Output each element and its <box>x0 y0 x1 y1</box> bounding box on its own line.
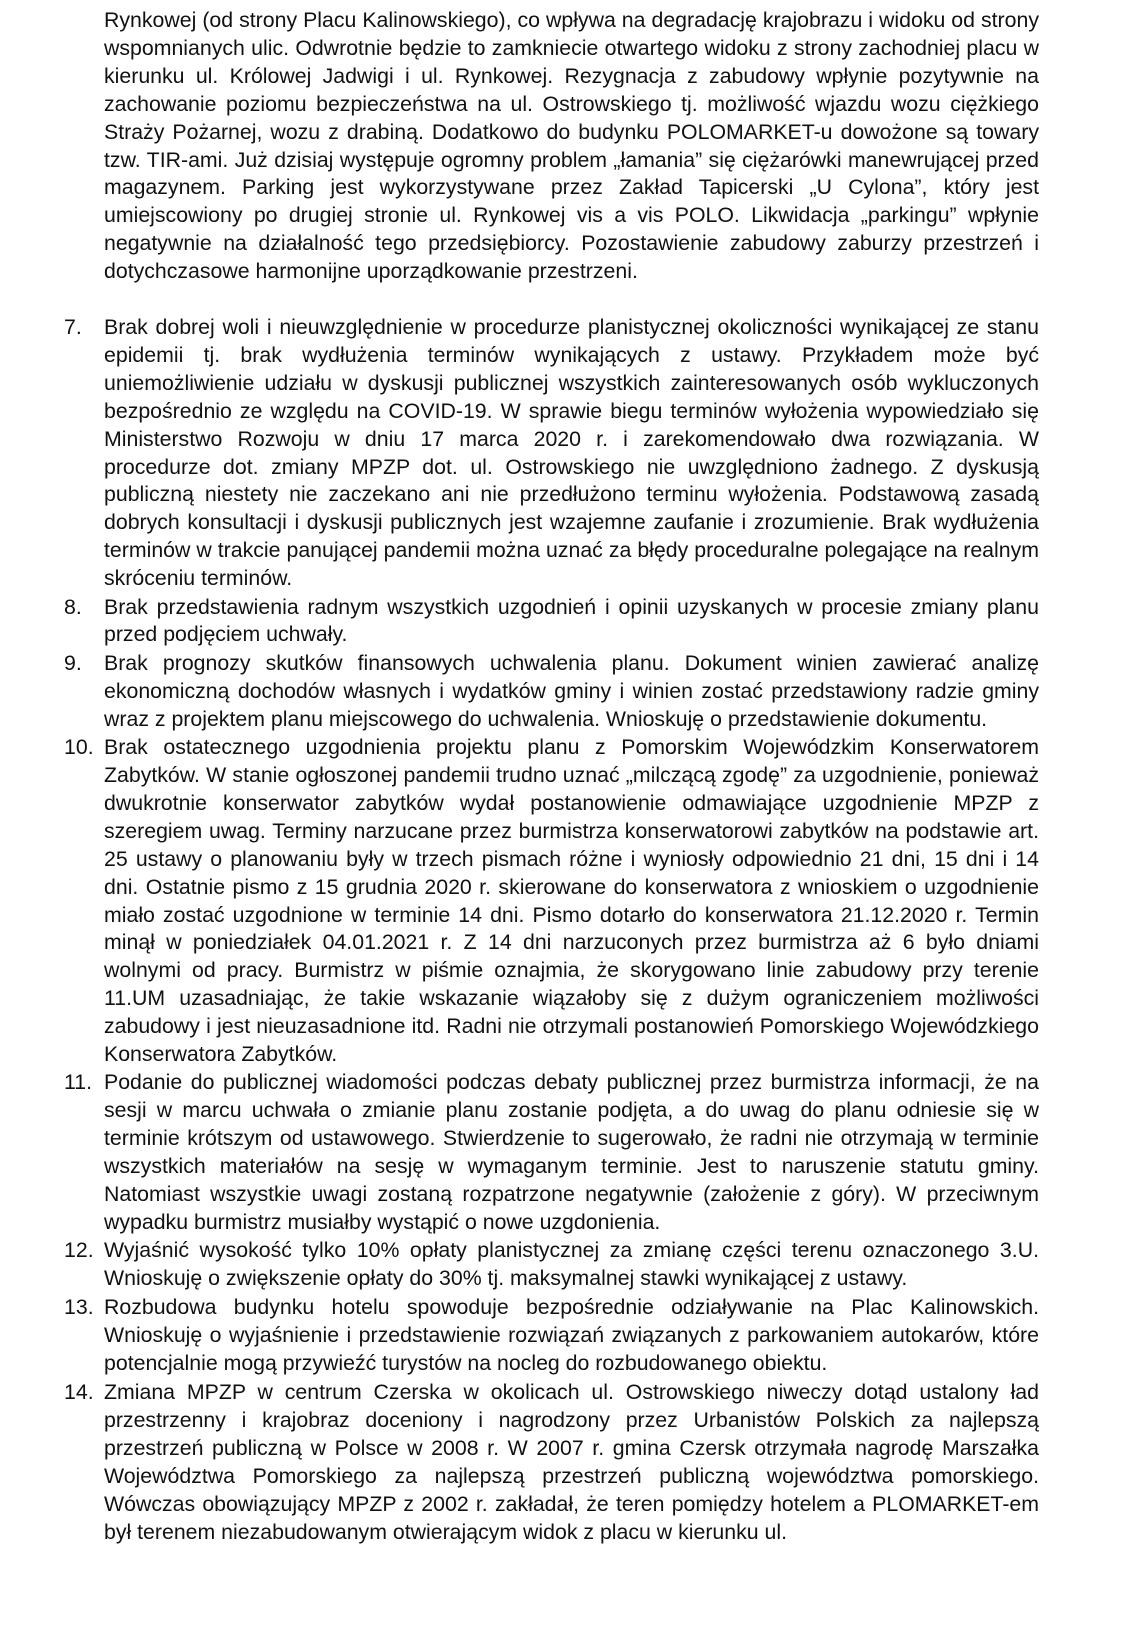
list-item-11 <box>64 1069 1039 1236</box>
list-item-text: Zmiana MPZP w centrum Czerska w okolicach ul. Ostrowskiego niweczy dotąd ustalony ład przestrzenny i krajobraz doceniony i nagrodzony przez Urbanistów Polskich za najlepszą przestrzeń publiczną w Polsce w 2008 r. W 2007 r. gmina Czersk otrzymała nagrodę Marszałka Województwa Pomorskiego za najlepszą przestrzeń publiczną województwa pomorskiego. Wówczas obowiązujący MPZP z 2002 r. zakładał, że teren pomiędzy hotelem a PLOMARKET-em był terenem niezabudowanym otwierającym widok z placu w kierunku ul. <box>104 1380 1039 1544</box>
list-item-13 <box>64 1294 1039 1378</box>
list-item-text: Rozbudowa budynku hotelu spowoduje bezpośrednie odziaływanie na Plac Kalinowskich. Wnioskuję o wyjaśnienie i przedstawienie rozwiązań związanych z parkowaniem autokarów, które potencjalnie mogą przywieźć turystów na nocleg do rozbudowanego obiektu. <box>104 1294 1039 1375</box>
list-item-9 <box>64 650 1039 734</box>
list-item-number: 11. <box>64 1070 93 1095</box>
list-item-10 <box>64 734 1039 1069</box>
list-item-text: Brak prognozy skutków finansowych uchwalenia planu. Dokument winien zawierać analizę ekonomiczną dochodów własnych i wydatków gminy i winien zostać przedstawiony radzie gminy wraz z projektem planu miejscowego do uchwalenia. Wnioskuję o przedstawienie dokumentu. <box>104 650 1039 731</box>
list-item-7 <box>64 314 1039 593</box>
list-item-number: 10. <box>64 735 94 760</box>
list-item-14 <box>64 1379 1039 1546</box>
list-item-text: Brak przedstawienia radnym wszystkich uzgodnień i opinii uzyskanych w procesie zmiany planu przed podjęciem uchwały. <box>104 594 1039 647</box>
numbered-list <box>64 314 1039 1547</box>
list-item-8 <box>64 594 1039 650</box>
list-item-number: 12. <box>64 1238 94 1263</box>
list-item-12 <box>64 1237 1039 1293</box>
list-item-number: 7. <box>64 315 82 339</box>
list-item-text: Podanie do publicznej wiadomości podczas debaty publicznej przez burmistrza informacji, że na sesji w marcu uchwała o zmianie planu zostanie podjęta, a do uwag do planu odniesie się w terminie krótszym od ustawowego. Stwierdzenie to sugerowało, że radni nie otrzymają w terminie wszystkich materiałów na sesję w wymaganym terminie. Jest to naruszenie statutu gminy. Natomiast wszystkie uwagi zostaną rozpatrzone negatywnie (założenie z góry). W przeciwnym wypadku burmistrz musiałby wystąpić o nowe uzgdonienia. <box>104 1070 1039 1234</box>
list-item-number: 14. <box>64 1380 94 1405</box>
list-item-number: 13. <box>64 1294 94 1319</box>
list-item-number: 8. <box>64 594 82 619</box>
continuation-paragraph: Rynkowej (od strony Placu Kalinowskiego), co wpływa na degradację krajobrazu i widoku od strony wspomnianych ulic. Odwrotnie będzie to zamkniecie otwartego widoku z strony zachodniej placu w kierunku ul. Królowej Jadwigi i ul. Rynkowej. Rezygnacja z zabudowy wpłynie pozytywnie na zachowanie poziomu bezpieczeństwa na ul. Ostrowskiego tj. możliwość wjazdu wozu ciężkiego Straży Pożarnej, wozu z drabiną. Dodatkowo do budynku POLOMARKET-u dowożone są towary tzw. TIR-ami. Już dzisiaj występuje ogromny problem „łamania” się ciężarówki manewrującej przed magazynem. Parking jest wykorzystywane przez Zakład Tapicerski „U Cylona”, który jest umiejscowiony po drugiej stronie ul. Rynkowej vis a vis POLO. Likwidacja „parkingu” wpłynie negatywnie na działalność tego przedsiębiorcy. Pozostawienie zabudowy zaburzy przestrzeń i dotychczasowe harmonijne uporządkowanie przestrzeni. <box>104 8 1039 284</box>
list-item-text: Brak ostatecznego uzgodnienia projektu planu z Pomorskim Wojewódzkim Konserwatorem Zabytków. W stanie ogłoszonej pandemii trudno uznać „milczącą zgodę” za uzgodnienie, ponieważ dwukrotnie konserwator zabytków wydał postanowienie odmawiające uzgodnienie MPZP z szeregiem uwag. Terminy narzucane przez burmistrza konserwatorowi zabytków na podstawie art. 25 ustawy o planowaniu były w trzech pismach różne i wyniosły odpowiednio 21 dni, 15 dni i 14 dni. Ostatnie pismo z 15 grudnia 2020 r. skierowane do konserwatora z wnioskiem o uzgodnienie miało zostać uzgodnione w terminie 14 dni. Pismo dotarło do konserwatora 21.12.2020 r. Termin minął w poniedziałek 04.01.2021 r. Z 14 dni narzuconych przez burmistrza aż 6 było dniami wolnymi od pracy. Burmistrz w piśmie oznajmia, że skorygowano linie zabudowy przy terenie 11.UM uzasadniając, że takie wskazanie wiązałoby się z dużym ograniczeniem możliwości zabudowy i jest nieuzasadnione itd. Radni nie otrzymali postanowień Pomorskiego Wojewódzkiego Konserwatora Zabytków. <box>104 735 1039 1067</box>
list-item-number: 9. <box>64 650 82 675</box>
list-item-text: Brak dobrej woli i nieuwzględnienie w procedurze planistycznej okoliczności wynikającej ze stanu epidemii tj. brak wydłużenia terminów wynikających z ustawy. Przykładem może być uniemożliwienie udziału w dyskusji publicznej wszystkich zainteresowanych osób wykluczonych bezpośrednio ze względu na COVID-19. W sprawie biegu terminów wyłożenia wypowiedziało się Ministerstwo Rozwoju w dniu 17 marca 2020 r. i zarekomendowało dwa rozwiązania. W procedurze dot. zmiany MPZP dot. ul. Ostrowskiego nie uwzględniono żadnego. Z dyskusją publiczną niestety nie zaczekano ani nie przedłużono terminu wyłożenia. Podstawową zasadą dobrych konsultacji i dyskusji publicznych jest wzajemne zaufanie i zrozumienie. Brak wydłużenia terminów w trakcie panującej pandemii można uznać za błędy proceduralne polegające na realnym skróceniu terminów. <box>104 315 1039 591</box>
list-item-text: Wyjaśnić wysokość tylko 10% opłaty planistycznej za zmianę części terenu oznaczonego 3.U. Wnioskuję o zwiększenie opłaty do 30% tj. maksymalnej stawki wynikającej z ustawy. <box>104 1238 1039 1291</box>
